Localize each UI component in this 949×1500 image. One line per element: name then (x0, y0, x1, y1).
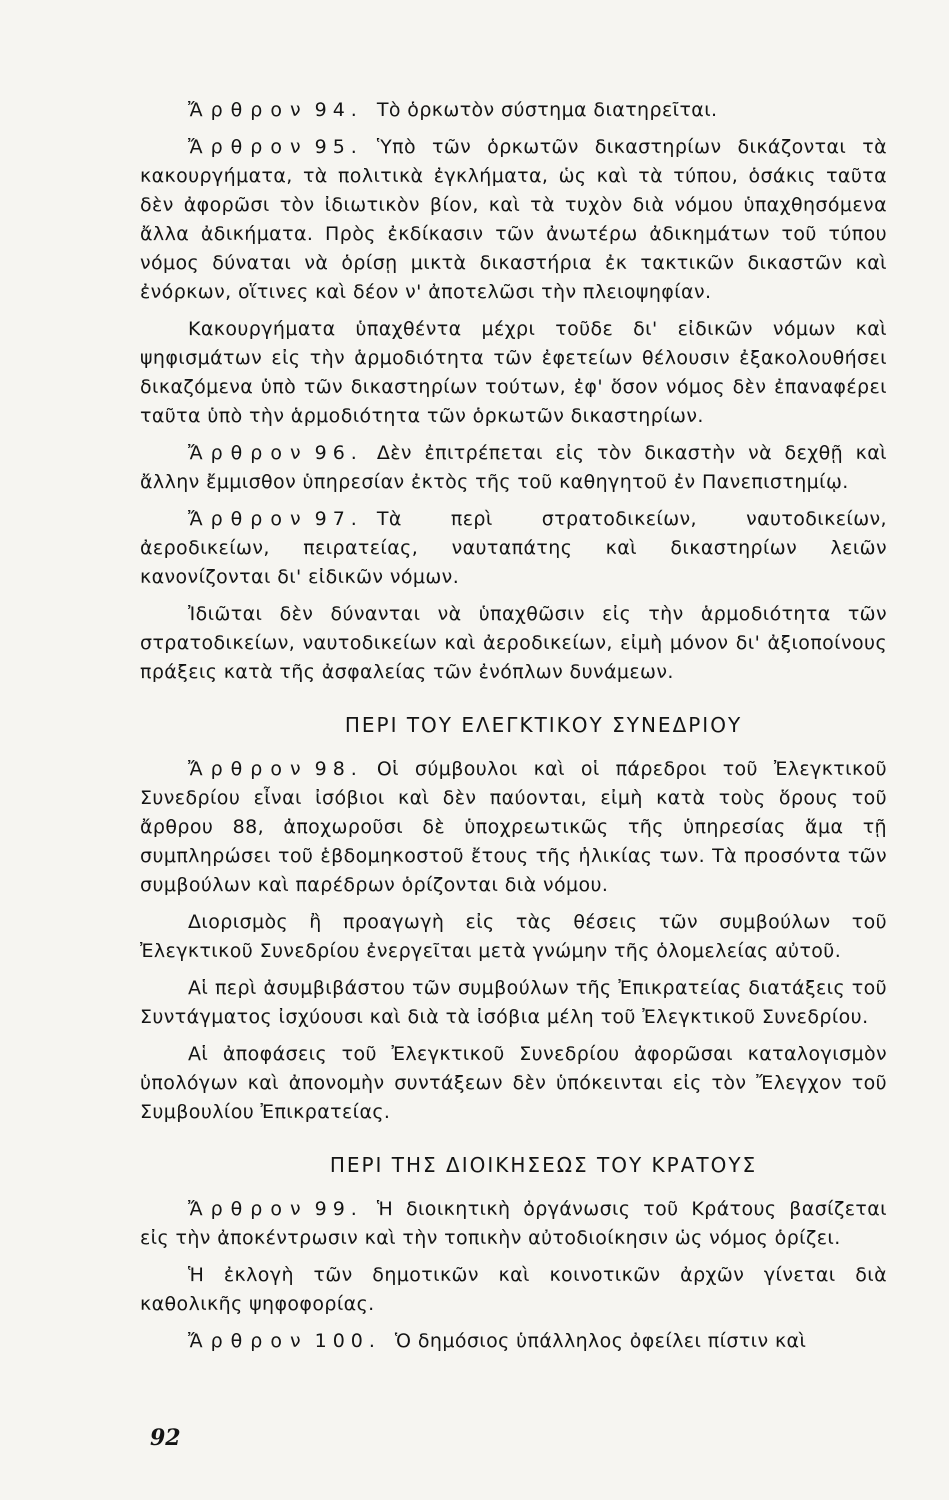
paragraph: Διορισμὸς ἢ προαγωγὴ εἰς τὰς θέσεις τῶν συμβούλων τοῦ Ἐλεγκτικοῦ Συνεδρίου ἐνεργεῖται μετὰ γνώμην τῆς ὁλομελείας αὐτοῦ. (140, 911, 887, 962)
article-label: Ἄρθρον (188, 758, 309, 780)
article-text: Ὑπὸ τῶν ὁρκωτῶν δικαστηρίων δικάζονται τὰ κακουργήματα, τὰ πολιτικὰ ἐγκλήματα, ὡς καὶ τὰ τύπου, ὁσάκις ταῦτα δὲν ἀφορῶσι τὸν ἰδιωτικὸν βίον, καὶ τὰ τυχὸν διὰ νόμου ὑπαχθησόμενα ἄλλα ἀδικήματα. Πρὸς ἐκδίκασιν τῶν ἀνωτέρω ἀδικημάτων τοῦ τύπου νόμος δύναται νὰ ὁρίσῃ μικτὰ δικαστήρια ἐκ τακτικῶν δικαστῶν καὶ ἐνόρκων, οἵτινες καὶ δέον ν' ἀποτελῶσι τὴν πλειοψηφίαν. (140, 136, 887, 303)
paragraph: Ἰδιῶται δὲν δύνανται νὰ ὑπαχθῶσιν εἰς τὴν ἁρμοδιότητα τῶν στρατοδικείων, ναυτοδικείων καὶ ἀεροδικείων, εἰμὴ μόνον δι' ἀξιοποίνους πράξεις κατὰ τῆς ἀσφαλείας τῶν ἐνόπλων δυνάμεων. (140, 603, 887, 683)
article-label: Ἄρθρον (188, 1330, 309, 1352)
article-text: Δὲν ἐπιτρέπεται εἰς τὸν δικαστὴν νὰ δεχθῇ καὶ ἄλλην ἔμμισθον ὑπηρεσίαν ἐκτὸς τῆς τοῦ καθηγητοῦ ἐν Πανεπιστημίῳ. (140, 442, 887, 493)
article-95 (140, 133, 887, 307)
article-label: Ἄρθρον (188, 99, 309, 121)
section-heading: ΠΕΡΙ ΤΗΣ ΔΙΟΙΚΗΣΕΩΣ ΤΟΥ ΚΡΑΤΟΥΣ (329, 1153, 758, 1177)
article-98 (140, 755, 887, 900)
article-100 (140, 1327, 887, 1356)
article-label: Ἄρθρον (188, 442, 309, 464)
section-heading: ΠΕΡΙ ΤΟΥ ΕΛΕΓΚΤΙΚΟΥ ΣΥΝΕΔΡΙΟΥ (344, 713, 743, 737)
page-number: 92 (150, 1425, 181, 1451)
article-label: Ἄρθρον (188, 1198, 309, 1220)
article-text: Ὁ δημόσιος ὑπάλληλος ὀφείλει πίστιν καὶ (394, 1330, 807, 1352)
article-99 (140, 1195, 887, 1253)
article-label: Ἄρθρον (188, 508, 309, 530)
article-number: 97. (314, 508, 363, 530)
article-text: Τὸ ὁρκωτὸν σύστημα διατηρεῖται. (376, 99, 718, 121)
article-number: 95. (314, 136, 363, 158)
article-label: Ἄρθρον (188, 136, 309, 158)
paragraph: Ἡ ἐκλογὴ τῶν δημοτικῶν καὶ κοινοτικῶν ἀρχῶν γίνεται διὰ καθολικῆς ψηφοφορίας. (140, 1264, 887, 1315)
paragraph: Κακουργήματα ὑπαχθέντα μέχρι τοῦδε δι' εἰδικῶν νόμων καὶ ψηφισμάτων εἰς τὴν ἁρμοδιότητα τῶν ἐφετείων θέλουσιν ἐξακολουθήσει δικαζόμενα ὑπὸ τῶν δικαστηρίων τούτων, ἐφ' ὅσον νόμος δὲν ἐπαναφέρει ταῦτα ὑπὸ τὴν ἁρμοδιότητα τῶν ὁρκωτῶν δικαστηρίων. (140, 318, 887, 427)
article-number: 96. (314, 442, 363, 464)
article-text: Τὰ περὶ στρατοδικείων, ναυτοδικείων, ἀεροδικείων, πειρατείας, ναυταπάτης καὶ δικαστηρίων λειῶν κανονίζονται δι' εἰδικῶν νόμων. (140, 508, 887, 588)
article-97 (140, 505, 887, 592)
article-94 (140, 96, 887, 125)
article-text: Ἡ διοικητικὴ ὀργάνωσις τοῦ Κράτους βασίζεται εἰς τὴν ἀποκέντρωσιν καὶ τὴν τοπικὴν αὐτοδιοίκησιν ὡς νόμος ὁρίζει. (140, 1198, 887, 1249)
article-text: Οἱ σύμβουλοι καὶ οἱ πάρεδροι τοῦ Ἐλεγκτικοῦ Συνεδρίου εἶναι ἰσόβιοι καὶ δὲν παύονται, εἰμὴ κατὰ τοὺς ὅρους τοῦ ἄρθρου 88, ἀποχωροῦσι δὲ ὑποχρεωτικῶς τῆς ὑπηρεσίας ἅμα τῇ συμπληρώσει τοῦ ἑβδομηκοστοῦ ἔτους τῆς ἡλικίας των. Τὰ προσόντα τῶν συμβούλων καὶ παρέδρων ὁρίζονται διὰ νόμου. (140, 758, 887, 896)
article-number: 98. (314, 758, 363, 780)
article-96 (140, 439, 887, 497)
paragraph: Αἱ περὶ ἀσυμβιβάστου τῶν συμβούλων τῆς Ἐπικρατείας διατάξεις τοῦ Συντάγματος ἰσχύουσι καὶ διὰ τὰ ἰσόβια μέλη τοῦ Ἐλεγκτικοῦ Συνεδρίου. (140, 977, 887, 1028)
article-number: 99. (314, 1198, 363, 1220)
paragraph: Αἱ ἀποφάσεις τοῦ Ἐλεγκτικοῦ Συνεδρίου ἀφορῶσαι καταλογισμὸν ὑπολόγων καὶ ἀπονομὴν συντάξεων δὲν ὑπόκεινται εἰς τὸν Ἔλεγχον τοῦ Συμβουλίου Ἐπικρατείας. (140, 1043, 887, 1123)
article-number: 100. (314, 1330, 381, 1352)
article-number: 94. (314, 99, 363, 121)
